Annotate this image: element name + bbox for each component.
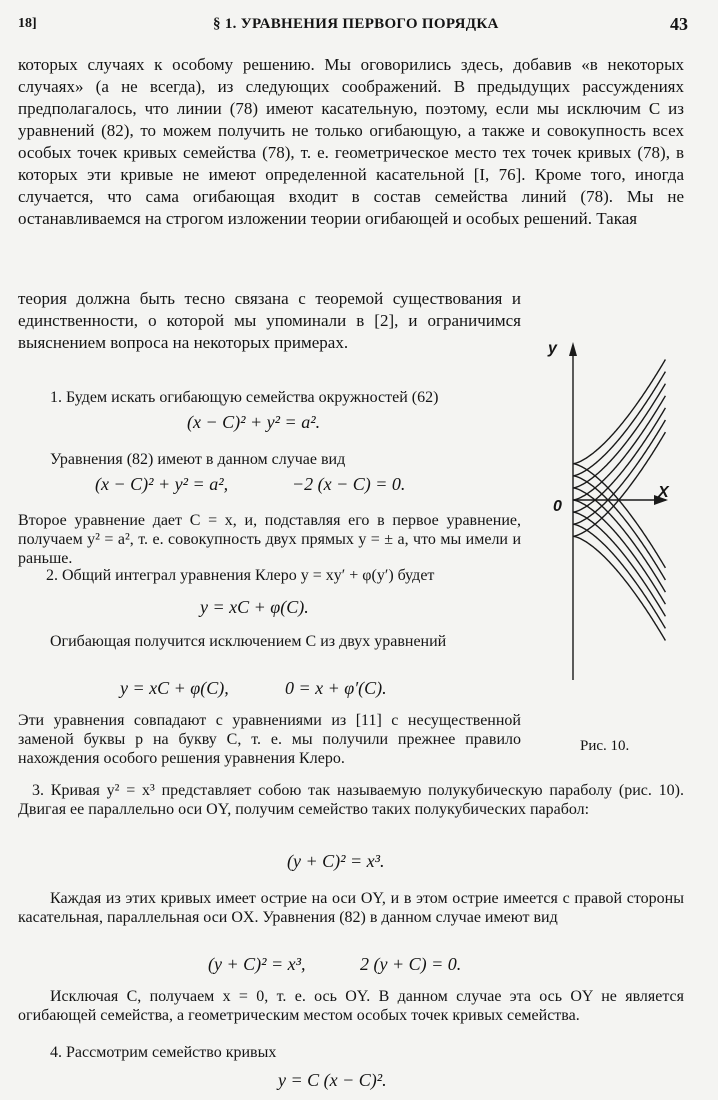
equation-family: y = C (x − C)².	[278, 1070, 387, 1090]
parabola-branch	[573, 360, 665, 464]
y-axis-label: y	[548, 340, 557, 357]
example-2-result: Эти уравнения совпадают с уравнениями из [11] с несущественной заменой буквы p на букву C, т. е. мы получили прежнее правило нахождения особого решения уравнения Клеро.	[18, 712, 521, 767]
equation-1b: −2 (x − C) = 0.	[292, 474, 406, 494]
parabola-branch	[573, 464, 665, 568]
equation-clairaut: y = xC + φ(C).	[200, 597, 309, 617]
paragraph-theory: теория должна быть тесно связана с теоремой существования и единственности, о которой мы упоминали в [2], и ограничимся выяснением вопроса на некоторых примерах.	[18, 289, 521, 352]
page-number: 43	[670, 14, 688, 34]
parabola-branch	[573, 432, 665, 536]
parabola-branch	[573, 512, 665, 616]
equation-2a: y = xC + φ(C),	[120, 678, 229, 698]
equation-circle: (x − C)² + y² = a².	[187, 412, 321, 432]
parabola-branch	[573, 420, 665, 524]
parabola-branch	[573, 476, 665, 580]
running-title: § 1. УРАВНЕНИЯ ПЕРВОГО ПОРЯДКА	[213, 16, 499, 32]
equation-1a: (x − C)² + y² = a²,	[95, 474, 229, 494]
figure-caption: Рис. 10.	[580, 738, 630, 754]
example-1-intro: 1. Будем искать огибающую семейства окружностей (62)	[50, 389, 439, 406]
example-2-intro: 2. Общий интеграл уравнения Клеро y = xy′ + φ(y′) будет	[46, 567, 435, 584]
section-mark: 18]	[18, 16, 37, 31]
parabola-branch	[573, 408, 665, 512]
figure-semicubical-parabolas	[528, 300, 708, 690]
example-3-result: Исключая C, получаем x = 0, т. е. ось OY. В данном случае эта ось OY не является огибающей семейства, а геометрическим местом особых точек кривых семейства.	[18, 988, 684, 1024]
origin-label: 0	[553, 498, 562, 515]
parabola-branch	[573, 384, 665, 488]
equation-3b: 2 (y + C) = 0.	[360, 954, 462, 974]
example-1-result: Второе уравнение дает C = x, и, подставляя его в первое уравнение, получаем y² = a², т. е. совокупность двух прямых y = ± a, что мы имели и раньше.	[18, 512, 521, 567]
example-2-text: Огибающая получится исключением C из двух уравнений	[50, 633, 447, 650]
example-1-text: Уравнения (82) имеют в данном случае вид	[50, 451, 346, 468]
parabola-branch	[573, 500, 665, 604]
equation-parabolas: (y + C)² = x³.	[287, 851, 385, 871]
example-3-intro: 3. Кривая y² = x³ представляет собою так называемую полукубическую параболу (рис. 10). Двигая ее параллельно оси OY, получим семейство таких полукубических парабол:	[18, 782, 684, 818]
x-axis-label: X	[658, 484, 669, 501]
equation-3a: (y + C)² = x³,	[208, 954, 306, 974]
paragraph-intro: которых случаях к особому решению. Мы оговорились здесь, добавив «в некоторых случаях» (а не всегда), из следующих соображений. В предыдущих рассуждениях предполагалось, что линии (78) имеют касательную, поэтому, если мы исключим C из уравнений (82), то можем получить не только огибающую, а также и совокупность всех особых точек кривых семейства (78), т. е. геометрическое место тех точек кривых (78), в которых эти кривые не имеют определенной касательной [I, 76]. Кроме того, иногда случается, что сама огибающая входит в состав семейства линий (78). Мы не останавливаемся на строгом изложении теории огибающей и особых решений. Такая	[18, 55, 684, 228]
page-header	[18, 14, 688, 38]
parabola-branch	[573, 372, 665, 476]
parabola-branch	[573, 488, 665, 592]
parabola-branch	[573, 524, 665, 628]
equation-2b: 0 = x + φ′(C).	[285, 678, 387, 698]
parabola-branch	[573, 396, 665, 500]
example-4-intro: 4. Рассмотрим семейство кривых	[50, 1044, 277, 1061]
parabola-branch	[573, 536, 665, 640]
example-3-text: Каждая из этих кривых имеет острие на оси OY, и в этом острие имеется с правой стороны касательная, параллельная оси OX. Уравнения (82) в данном случае имеют вид	[18, 890, 684, 926]
y-axis-arrow-icon	[569, 342, 577, 356]
